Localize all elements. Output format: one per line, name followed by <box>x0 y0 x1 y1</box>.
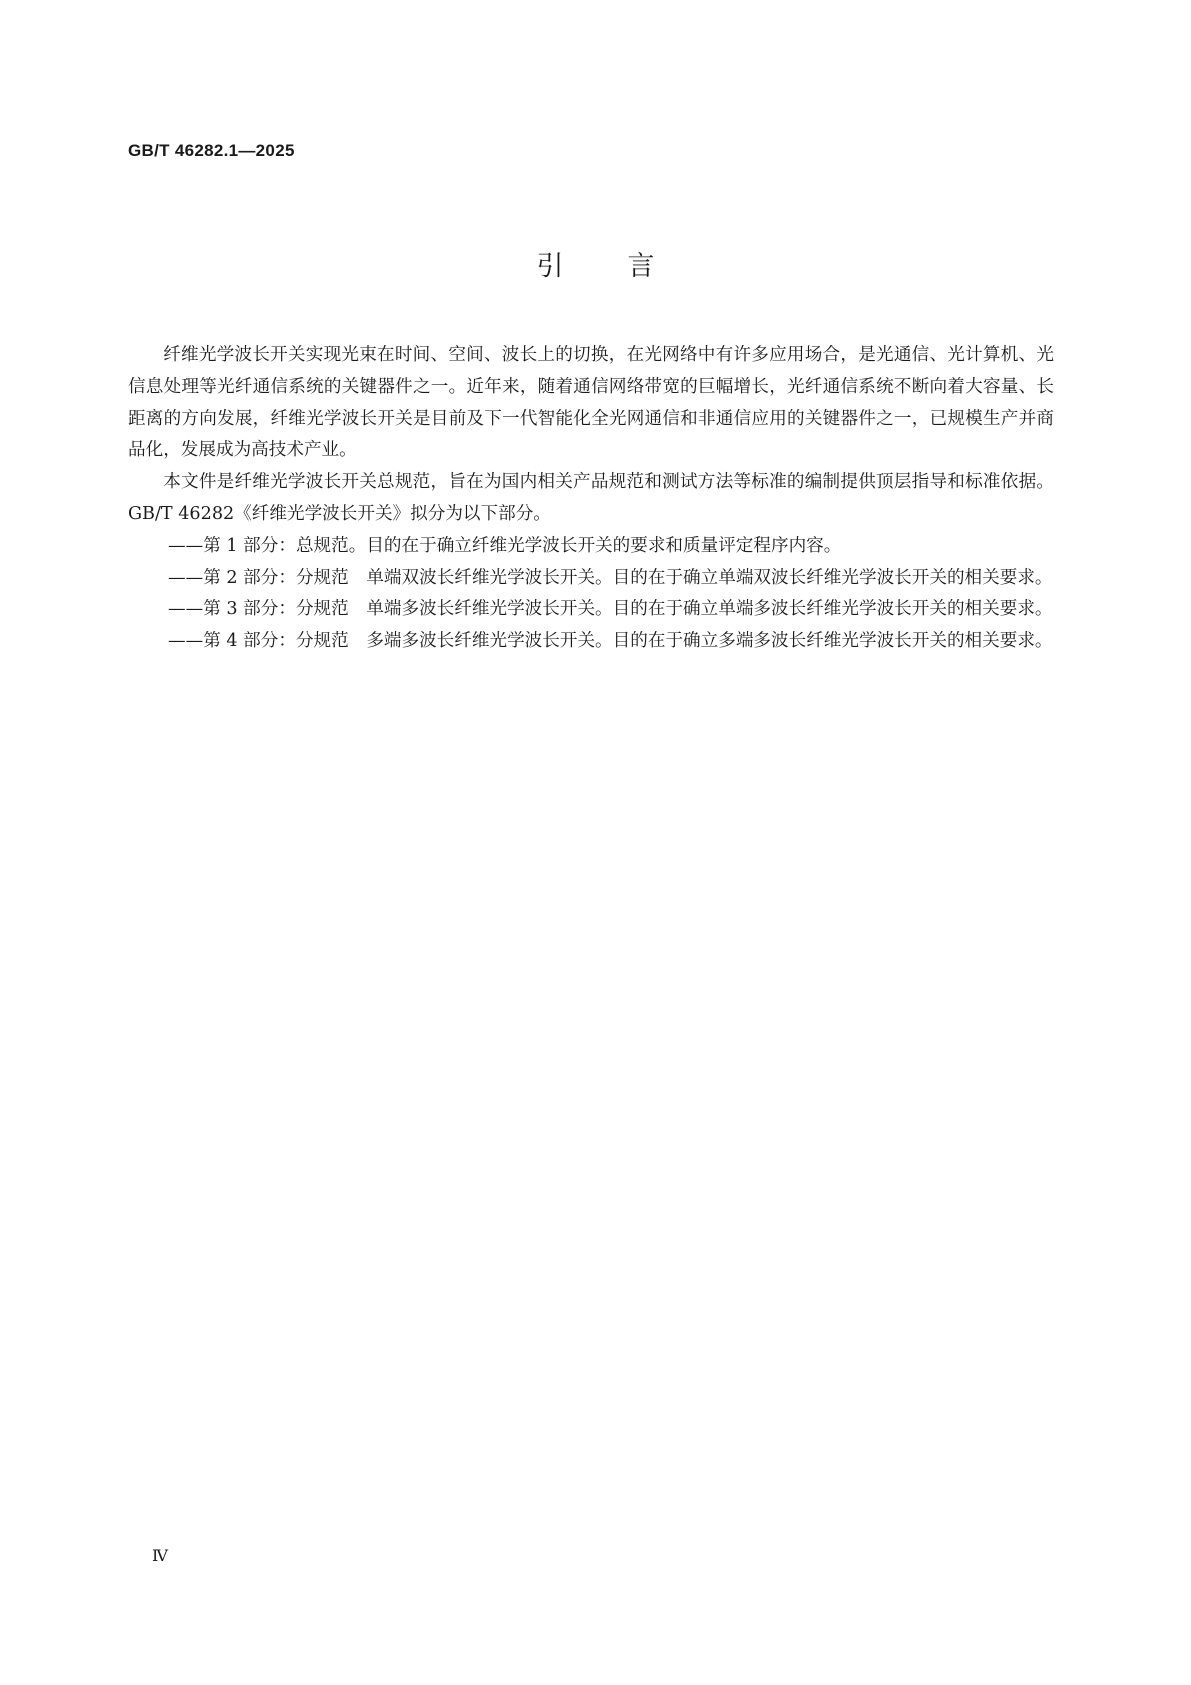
body-text <box>128 340 1054 658</box>
part-prefix: ——第 1 部分：总规范。 <box>168 535 367 556</box>
list-item-part-3 <box>128 594 1054 626</box>
part-prefix: ——第 3 部分：分规范 <box>168 599 349 620</box>
paragraph-intro: 纤维光学波长开关实现光束在时间、空间、波长上的切换，在光网络中有许多应用场合，是光通信、光计算机、光信息处理等光纤通信系统的关键器件之一。近年来，随着通信网络带宽的巨幅增长，光纤通信系统不断向着大容量、长距离的方向发展，纤维光学波长开关是目前及下一代智能化全光网通信和非通信应用的关键器件之一，已规模生产并商品化，发展成为高技术产业。 <box>128 345 1054 461</box>
part-desc: 目的在于确立纤维光学波长开关的要求和质量评定程序内容。 <box>366 535 842 556</box>
list-item-part-2 <box>128 563 1054 595</box>
part-title: 单端双波长纤维光学波长开关。 <box>366 567 613 588</box>
part-prefix: ——第 2 部分：分规范 <box>168 567 349 588</box>
paragraph-scope: 本文件是纤维光学波长开关总规范，旨在为国内相关产品规范和测试方法等标准的编制提供顶层指导和标准依据。GB/T 46282《纤维光学波长开关》拟分为以下部分。 <box>128 472 1054 524</box>
list-item-part-4 <box>128 626 1054 658</box>
standard-code: GB/T 46282.1—2025 <box>128 141 295 160</box>
part-title: 单端多波长纤维光学波长开关。 <box>366 599 613 620</box>
part-desc: 目的在于确立单端多波长纤维光学波长开关的相关要求。 <box>612 599 1053 620</box>
page-title: 引言 <box>536 251 719 282</box>
part-title: 多端多波长纤维光学波长开关。 <box>366 631 613 652</box>
list-item-part-1 <box>128 531 1054 563</box>
part-desc: 目的在于确立多端多波长纤维光学波长开关的相关要求。 <box>612 631 1053 652</box>
page-number: Ⅳ <box>152 1546 168 1565</box>
part-prefix: ——第 4 部分：分规范 <box>168 631 349 652</box>
part-desc: 目的在于确立单端双波长纤维光学波长开关的相关要求。 <box>612 567 1053 588</box>
